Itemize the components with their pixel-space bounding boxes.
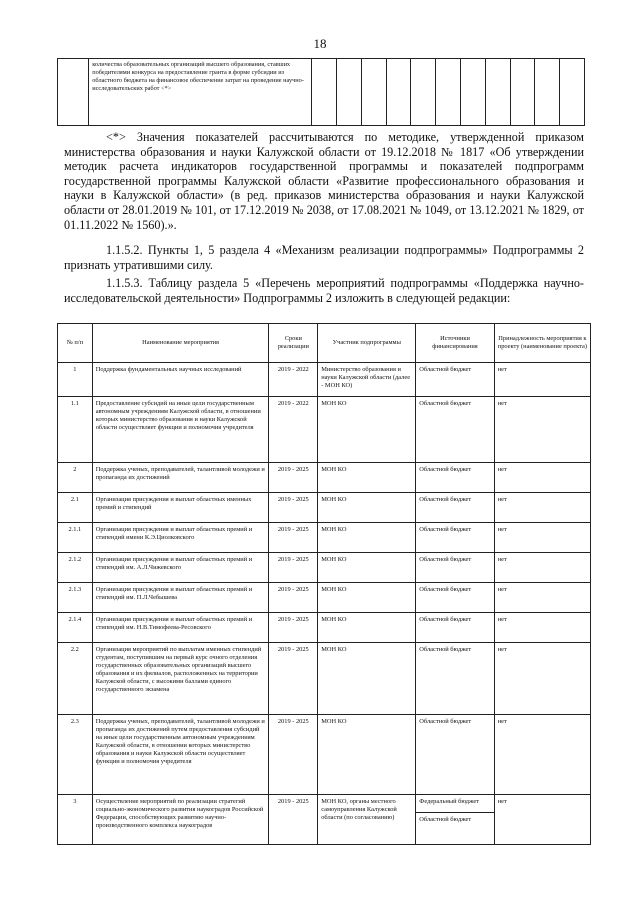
header-term: Сроки реализации — [269, 324, 318, 363]
table-row: 2.1.4 Организация присуждения и выплат областных премий и стипендий им. Н.В.Тимофеева-Ресовского 2019 - 2025 МОН КО Областной бюджет нет — [58, 613, 591, 643]
table-row: 1 Поддержка фундаментальных научных исследований 2019 - 2022 Министерство образования и науки Калужской области (далее - МОН КО) Областной бюджет нет — [58, 363, 591, 397]
table-row: 2.3 Поддержка ученых, преподавателей, талантливой молодежи и пропаганда их достижений путем предоставления субсидий на иные цели государственным автономным учреждениям Калужской области, в отношении которых министерство образования и науки Калужской области осуществляет функции и полномочия учредителя 2019 - 2025 МОН КО Областной бюджет нет — [58, 715, 591, 795]
table-row: 3 Осуществление мероприятий по реализации стратегий социально-экономического развития наукоградов Российской Федерации, способствующих развитию научно-производственного комплекса наукоградов 2019 - 2025 МОН КО, органы местного самоуправления Калужской области (по согласованию) Федеральный бюджет Областной бюджет нет — [58, 795, 591, 845]
header-participant: Участник подпрограммы — [318, 324, 416, 363]
header-project: Принадлежность мероприятия к проекту (наименование проекта) — [494, 324, 590, 363]
measures-table — [57, 323, 591, 845]
header-source: Источники финансирования — [416, 324, 494, 363]
table-row: 2.1.1 Организация присуждения и выплат областных премий и стипендий имени К.Э.Циолковского 2019 - 2025 МОН КО Областной бюджет нет — [58, 523, 591, 553]
table-row: 1.1 Предоставление субсидий на иные цели государственным автономным учреждениям Калужской области, в отношении которых министерство образования и науки Калужской области осуществляет функции и полномочия учредителя 2019 - 2022 МОН КО Областной бюджет нет — [58, 397, 591, 463]
table-row: 2.2 Организация мероприятий по выплатам именных стипендий студентам, поступившим на первый курс очного отделения государственных образовательных организаций высшего образования и их филиалов, расположенных на территории Калужской области, с высокими баллами единого государственного экзамена 2019 - 2025 МОН КО Областной бюджет нет — [58, 643, 591, 715]
table-row: 2.1 Организация присуждения и выплат областных именных премий и стипендий 2019 - 2025 МОН КО Областной бюджет нет — [58, 493, 591, 523]
table-row: 2.1.2 Организация присуждения и выплат областных премий и стипендий им. А.Л.Чижевского 2019 - 2025 МОН КО Областной бюджет нет — [58, 553, 591, 583]
page-number: 18 — [313, 36, 327, 51]
header-name: Наименование мероприятия — [92, 324, 269, 363]
previous-table-fragment — [57, 58, 585, 126]
header-num: № п/п — [58, 324, 93, 363]
source-federal: Федеральный бюджет — [419, 798, 480, 805]
table-header-row — [58, 324, 591, 363]
table-row: 2.1.3 Организация присуждения и выплат областных премий и стипендий им. П.Л.Чебышева 2019 - 2025 МОН КО Областной бюджет нет — [58, 583, 591, 613]
footnote-paragraph: <*> Значения показателей рассчитываются по методике, утвержденной приказом министерства образования и науки Калужской области от 19.12.2018 № 1817 «Об утверждении методик расчета индикаторов государственной программы и показателей подпрограмм государственной программы Калужской области «Развитие профессионального образования и науки в Калужской области» (в ред. приказов министерства образования и науки Калужской области от 28.01.2019 № 101, от 17.12.2019 № 2038, от 17.08.2021 № 1049, от 13.12.2021 № 1829, от 01.11.2022 № 1560).». — [64, 130, 584, 232]
paragraph-1-1-5-3: 1.1.5.3. Таблицу раздела 5 «Перечень мероприятий подпрограммы «Поддержка научно-исследовательской деятельности» Подпрограммы 2 изложить в следующей редакции: — [64, 276, 584, 305]
fragment-cell-text: количества образовательных организаций высшего образования, ставших победителями конкурса на предоставление гранта в форме субсидии из областного бюджета на финансовое обеспечение затрат на проведение научно-исследовательских работ <*> — [89, 59, 312, 126]
table-row: 2 Поддержка ученых, преподавателей, талантливой молодежи и пропаганда их достижений 2019 - 2025 МОН КО Областной бюджет нет — [58, 463, 591, 493]
source-regional: Областной бюджет — [416, 812, 493, 824]
paragraph-1-1-5-2: 1.1.5.2. Пункты 1, 5 раздела 4 «Механизм реализации подпрограммы» Подпрограммы 2 признать утратившими силу. — [64, 243, 584, 272]
